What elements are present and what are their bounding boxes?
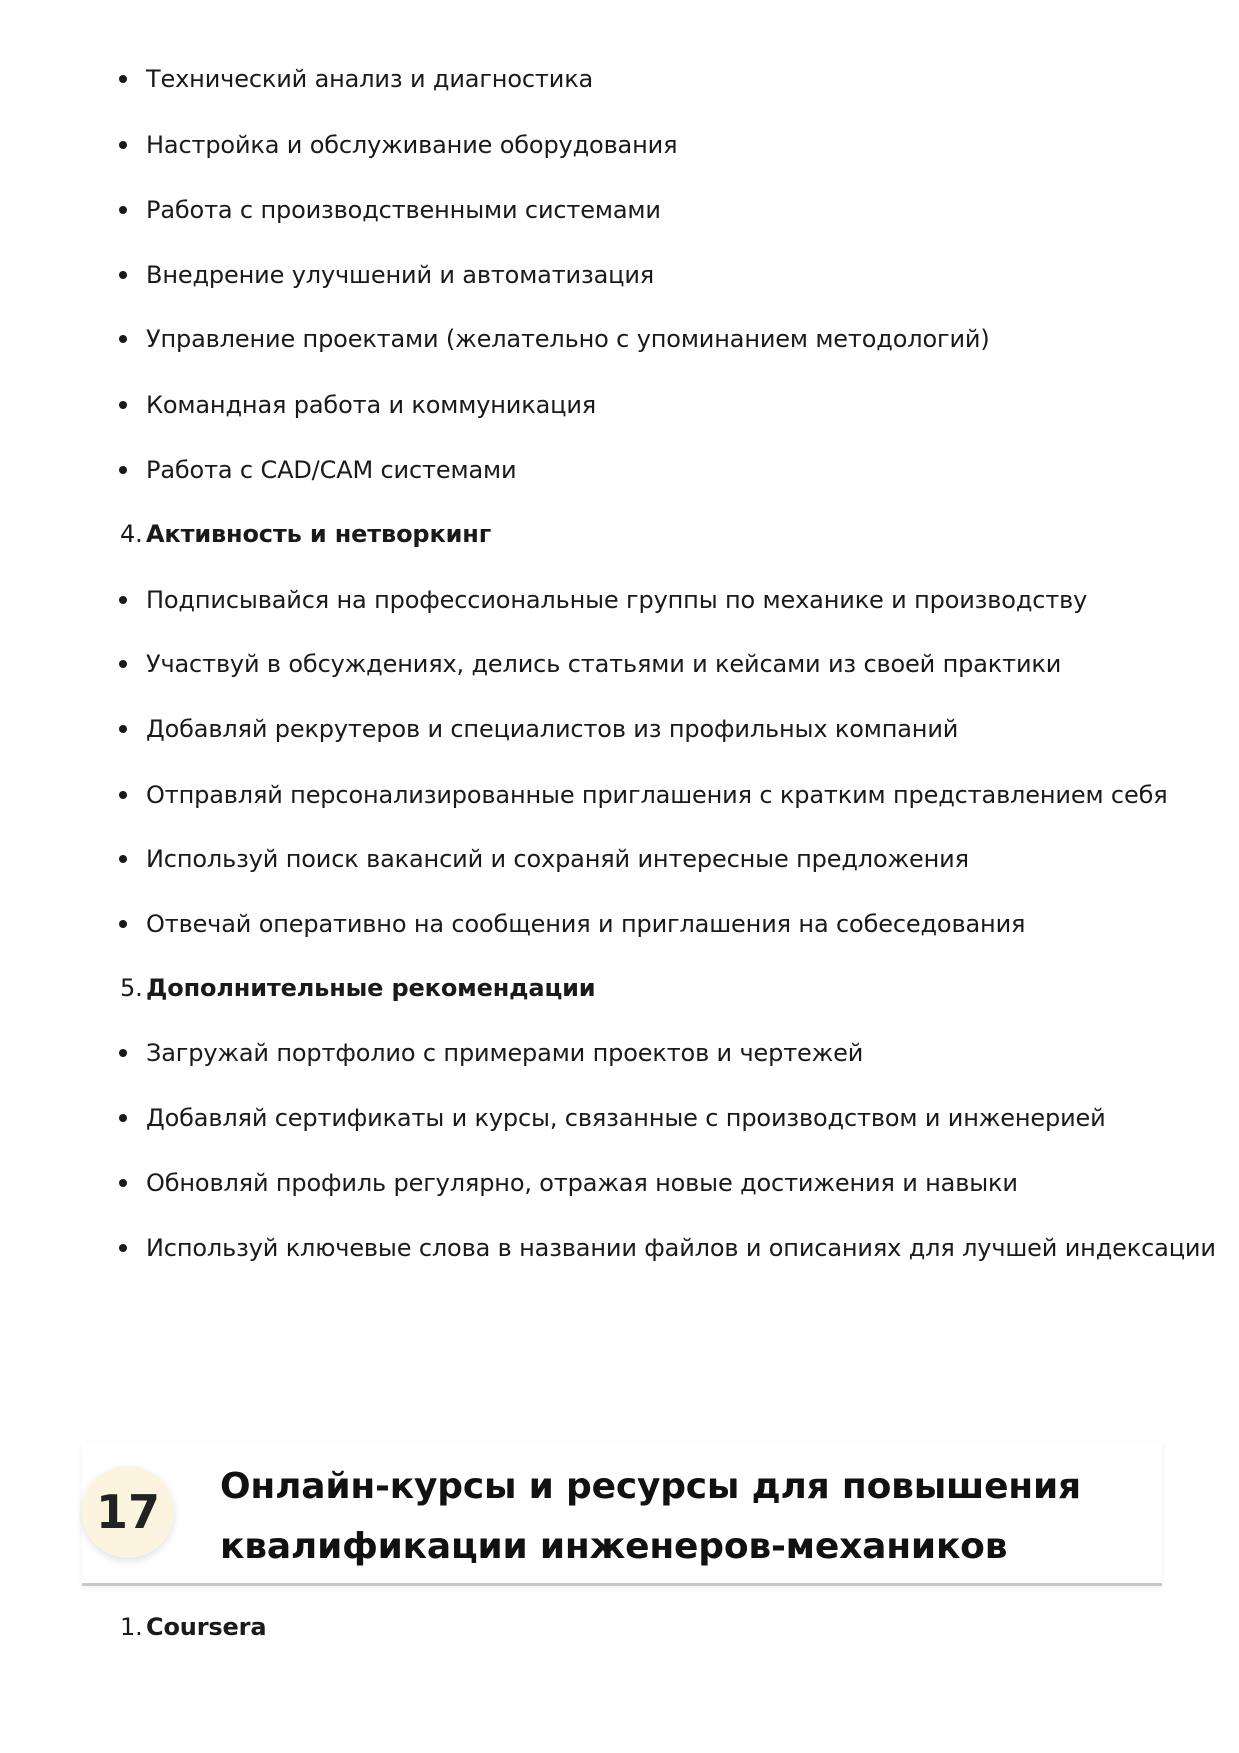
bullet-icon <box>119 660 127 668</box>
list-item <box>114 709 958 749</box>
list-item <box>114 59 593 99</box>
list-item-text: Отвечай оперативно на сообщения и приглашения на собеседования <box>146 910 1026 938</box>
bullet-icon <box>119 271 127 279</box>
bullet-icon <box>119 791 127 799</box>
list-item <box>114 904 1025 944</box>
list-item-text: Используй ключевые слова в названии файлов и описаниях для лучшей индексации <box>146 1234 1216 1262</box>
list-item-text: Работа с производственными системами <box>146 196 661 224</box>
list-item-text: Настройка и обслуживание оборудования <box>146 131 678 159</box>
list-item-text: Используй поиск вакансий и сохраняй интересные предложения <box>146 845 969 873</box>
numbered-heading-activity <box>114 514 491 554</box>
list-item <box>114 125 677 165</box>
list-item <box>114 644 1061 684</box>
numbered-heading-label: Coursera <box>146 1613 267 1641</box>
list-item <box>114 839 969 879</box>
bullet-icon <box>119 335 127 343</box>
list-item-text: Отправляй персонализированные приглашения с кратким представлением себя <box>146 781 1168 809</box>
list-item-text: Добавляй рекрутеров и специалистов из профильных компаний <box>146 715 959 743</box>
list-item <box>114 190 661 230</box>
section-header <box>82 1443 1162 1586</box>
bullet-icon <box>119 1179 127 1187</box>
list-number: 1. <box>120 1613 143 1641</box>
list-item-text: Управление проектами (желательно с упоминанием методологий) <box>146 325 990 353</box>
bullet-icon <box>119 206 127 214</box>
list-item <box>114 319 990 359</box>
list-item-text: Обновляй профиль регулярно, отражая новые достижения и навыки <box>146 1169 1018 1197</box>
section-title-line: квалификации инженеров-механиков <box>220 1526 1008 1567</box>
bullet-icon <box>119 401 127 409</box>
list-item-text: Работа с CAD/CAM системами <box>146 456 517 484</box>
list-item <box>114 580 1087 620</box>
numbered-heading-coursera <box>114 1607 266 1647</box>
list-item <box>114 450 516 490</box>
list-item-text: Загружай портфолио с примерами проектов и чертежей <box>146 1039 864 1067</box>
list-item <box>114 1098 1106 1138</box>
section-title <box>220 1457 1140 1577</box>
list-item-text: Подписывайся на профессиональные группы по механике и производству <box>146 586 1088 614</box>
section-title-line: Онлайн-курсы и ресурсы для повышения <box>220 1466 1081 1507</box>
list-item <box>114 255 654 295</box>
list-item-text: Внедрение улучшений и автоматизация <box>146 261 655 289</box>
bullet-icon <box>119 141 127 149</box>
bullet-icon <box>119 1049 127 1057</box>
list-number: 4. <box>120 520 143 548</box>
list-item <box>114 1033 863 1073</box>
list-item <box>114 775 1168 815</box>
bullet-icon <box>119 920 127 928</box>
numbered-heading-label: Активность и нетворкинг <box>146 520 492 548</box>
list-item-text: Технический анализ и диагностика <box>146 65 594 93</box>
list-item <box>114 385 596 425</box>
list-item <box>114 1228 1216 1268</box>
list-item-text: Командная работа и коммуникация <box>146 391 597 419</box>
numbered-heading-extra <box>114 968 595 1008</box>
bullet-icon <box>119 725 127 733</box>
section-number-badge: 17 <box>82 1466 174 1558</box>
list-item <box>114 1163 1018 1203</box>
list-number: 5. <box>120 974 143 1002</box>
list-item-text: Добавляй сертификаты и курсы, связанные с производством и инженерией <box>146 1104 1106 1132</box>
numbered-heading-label: Дополнительные рекомендации <box>146 974 596 1002</box>
list-item-text: Участвуй в обсуждениях, делись статьями и кейсами из своей практики <box>146 650 1062 678</box>
bullet-icon <box>119 1114 127 1122</box>
bullet-icon <box>119 1244 127 1252</box>
bullet-icon <box>119 596 127 604</box>
bullet-icon <box>119 466 127 474</box>
bullet-icon <box>119 75 127 83</box>
bullet-icon <box>119 855 127 863</box>
